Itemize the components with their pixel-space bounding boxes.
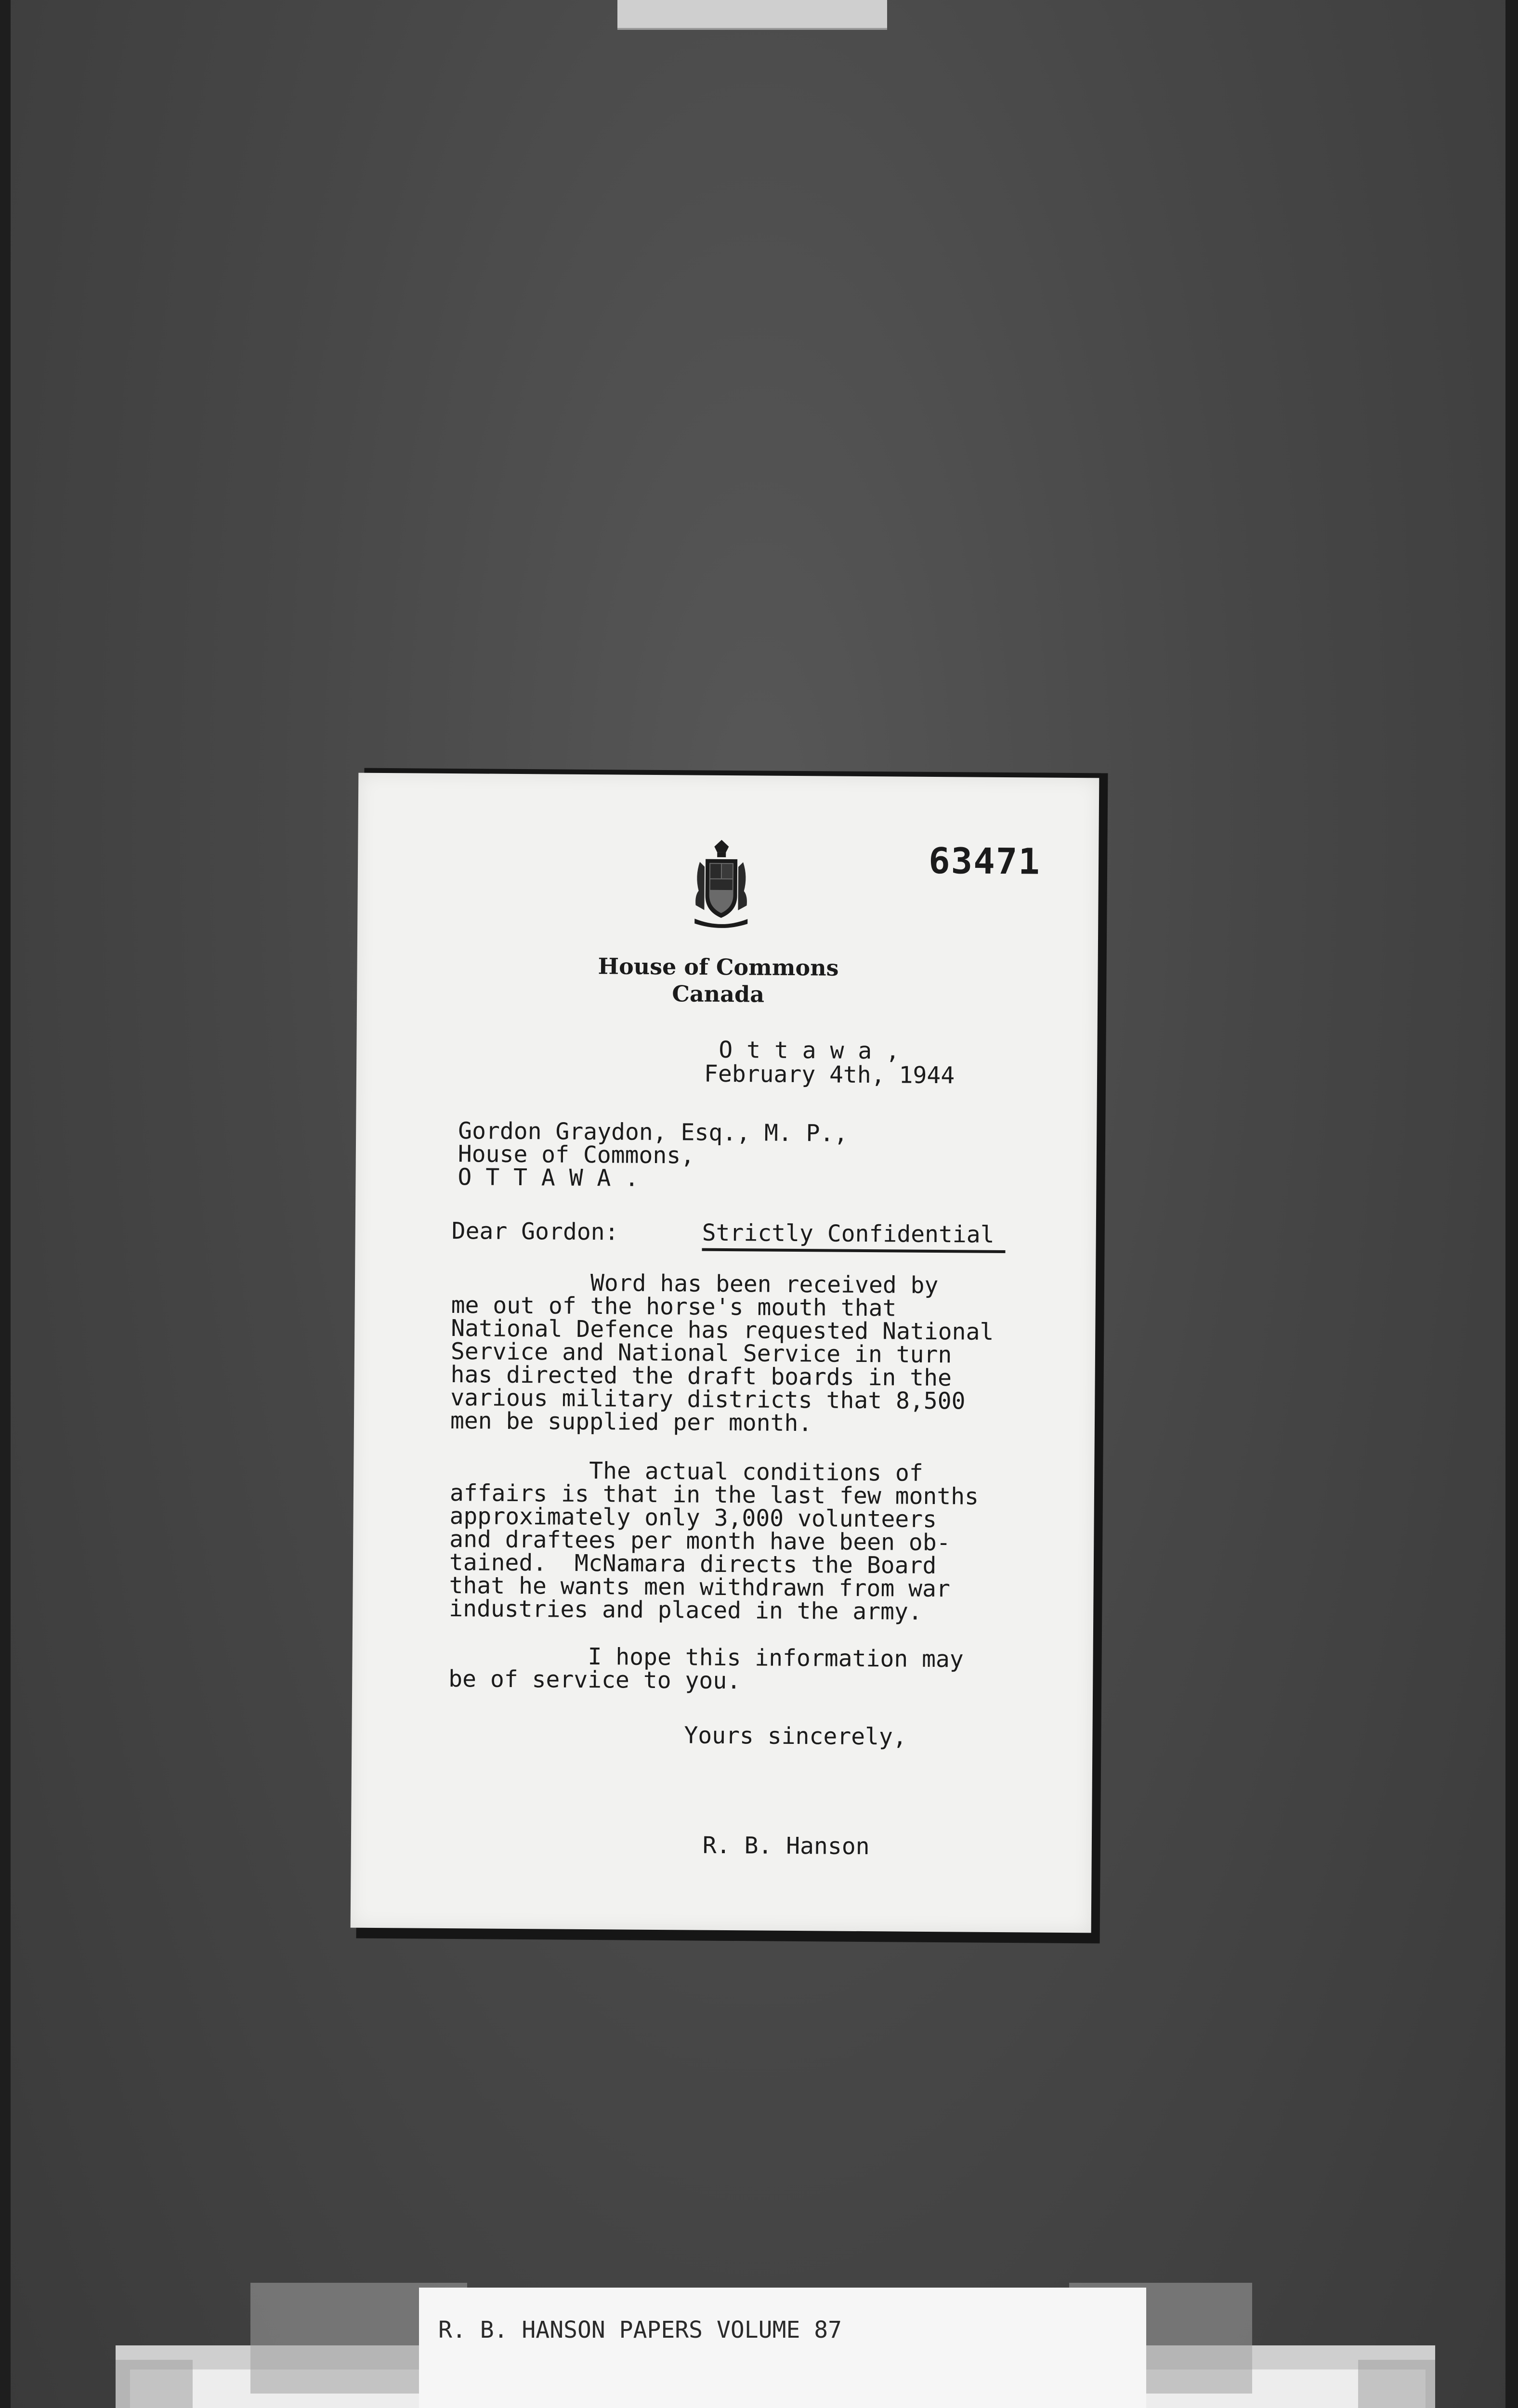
closing: Yours sincerely, (684, 1722, 907, 1751)
salutation: Dear Gordon: (451, 1217, 619, 1246)
paragraph-line: various military districts that 8,500 (450, 1384, 966, 1415)
paragraph-line: has directed the draft boards in the (450, 1361, 952, 1392)
serial-number: 63471 (928, 840, 1041, 883)
paragraph-line: men be supplied per month. (450, 1407, 812, 1437)
paragraph-line: industries and placed in the army. (449, 1595, 922, 1625)
letterhead-title: House of Commons (598, 953, 839, 981)
paragraph-line: affairs is that in the last few months (449, 1479, 979, 1510)
letter-page (351, 773, 1099, 1933)
paragraph-line: tained. McNamara directs the Board (449, 1549, 937, 1580)
paragraph-line: me out of the horse's mouth that (451, 1292, 897, 1322)
volume-slip (419, 2288, 1146, 2408)
paragraph-line: The actual conditions of (450, 1456, 924, 1487)
paragraph-line: and draftees per month have been ob- (449, 1526, 951, 1557)
recipient-name: Gordon Graydon, Esq., M. P., (458, 1117, 848, 1147)
coat-of-arms-icon (685, 838, 758, 929)
letterhead (501, 952, 935, 1009)
tape-left (116, 2360, 193, 2408)
volume-slip-text: R. B. HANSON PAPERS VOLUME 87 (438, 2316, 842, 2343)
date-line: February 4th, 1944 (704, 1060, 955, 1089)
board-right-edge (1505, 0, 1518, 2408)
tape-right (1358, 2360, 1435, 2408)
recipient-city: O T T A W A . (458, 1164, 639, 1192)
paragraph-line: I hope this information may (448, 1642, 964, 1673)
paragraph-line: approximately only 3,000 volunteers (449, 1503, 937, 1533)
classification: Strictly Confidential (702, 1219, 995, 1248)
letterhead-country: Canada (672, 981, 765, 1008)
signature: R. B. Hanson (702, 1832, 870, 1860)
board-left-edge (0, 0, 11, 2408)
paragraph-line: National Defence has requested National (451, 1315, 994, 1346)
top-clip (617, 0, 887, 30)
paragraph-line: be of service to you. (448, 1665, 741, 1695)
paragraph-line: Word has been received by (451, 1269, 939, 1299)
paragraph-line: that he wants men withdrawn from war (449, 1572, 951, 1603)
paragraph-line: Service and National Service in turn (450, 1338, 952, 1369)
recipient-org: House of Commons, (458, 1140, 695, 1169)
place-line: O t t a w a , (719, 1036, 900, 1065)
classification-underline (702, 1248, 1005, 1253)
